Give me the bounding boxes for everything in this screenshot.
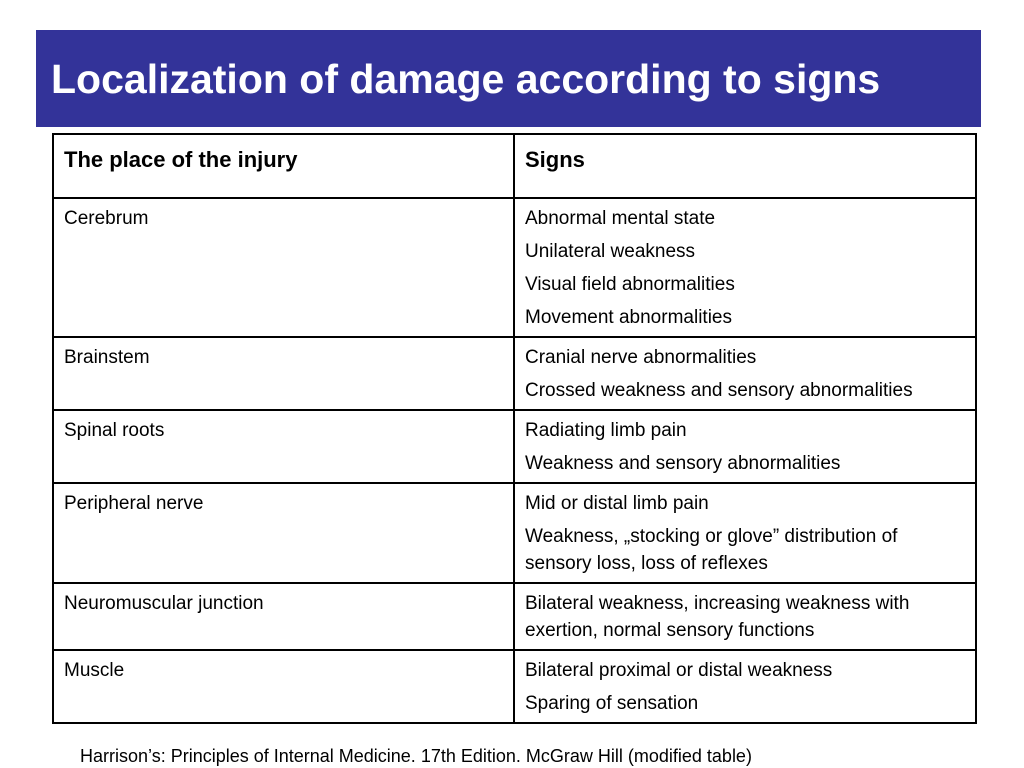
sign-item: Bilateral weakness, increasing weakness with exertion, normal sensory functions	[525, 593, 910, 641]
signs-cell	[514, 198, 976, 337]
place-cell: Muscle	[53, 650, 514, 723]
place-cell: Neuromuscular junction	[53, 583, 514, 650]
table-header-row	[53, 134, 976, 198]
header-signs: Signs	[514, 134, 976, 198]
place-cell: Cerebrum	[53, 198, 514, 337]
signs-cell	[514, 410, 976, 483]
signs-cell	[514, 583, 976, 650]
table-row	[53, 410, 976, 483]
signs-cell	[514, 337, 976, 410]
localization-table	[52, 133, 977, 724]
table-row	[53, 650, 976, 723]
sign-item: Movement abnormalities	[525, 307, 732, 328]
signs-cell	[514, 483, 976, 583]
sign-item: Cranial nerve abnormalities	[525, 347, 757, 368]
sign-item: Weakness and sensory abnormalities	[525, 453, 841, 474]
sign-item: Visual field abnormalities	[525, 274, 735, 295]
sign-item: Radiating limb pain	[525, 420, 687, 441]
place-cell: Spinal roots	[53, 410, 514, 483]
table-row	[53, 483, 976, 583]
sign-item: Unilateral weakness	[525, 241, 696, 262]
table-row	[53, 583, 976, 650]
sign-item: Crossed weakness and sensory abnormalities	[525, 380, 913, 401]
sign-item: Mid or distal limb pain	[525, 493, 709, 514]
slide-title: Localization of damage according to signs	[51, 56, 881, 102]
header-place: The place of the injury	[53, 134, 514, 198]
table-row	[53, 337, 976, 410]
citation-footnote: Harrison’s: Principles of Internal Medicine. 17th Edition. McGraw Hill (modified table)	[80, 746, 752, 766]
table-container	[52, 133, 975, 724]
title-bar	[36, 30, 981, 127]
signs-cell	[514, 650, 976, 723]
place-cell: Peripheral nerve	[53, 483, 514, 583]
sign-item: Weakness, „stocking or glove” distribution of sensory loss, loss of reflexes	[525, 526, 898, 574]
sign-item: Sparing of sensation	[525, 693, 699, 714]
sign-item: Bilateral proximal or distal weakness	[525, 660, 833, 681]
table-row	[53, 198, 976, 337]
place-cell: Brainstem	[53, 337, 514, 410]
sign-item: Abnormal mental state	[525, 208, 716, 229]
